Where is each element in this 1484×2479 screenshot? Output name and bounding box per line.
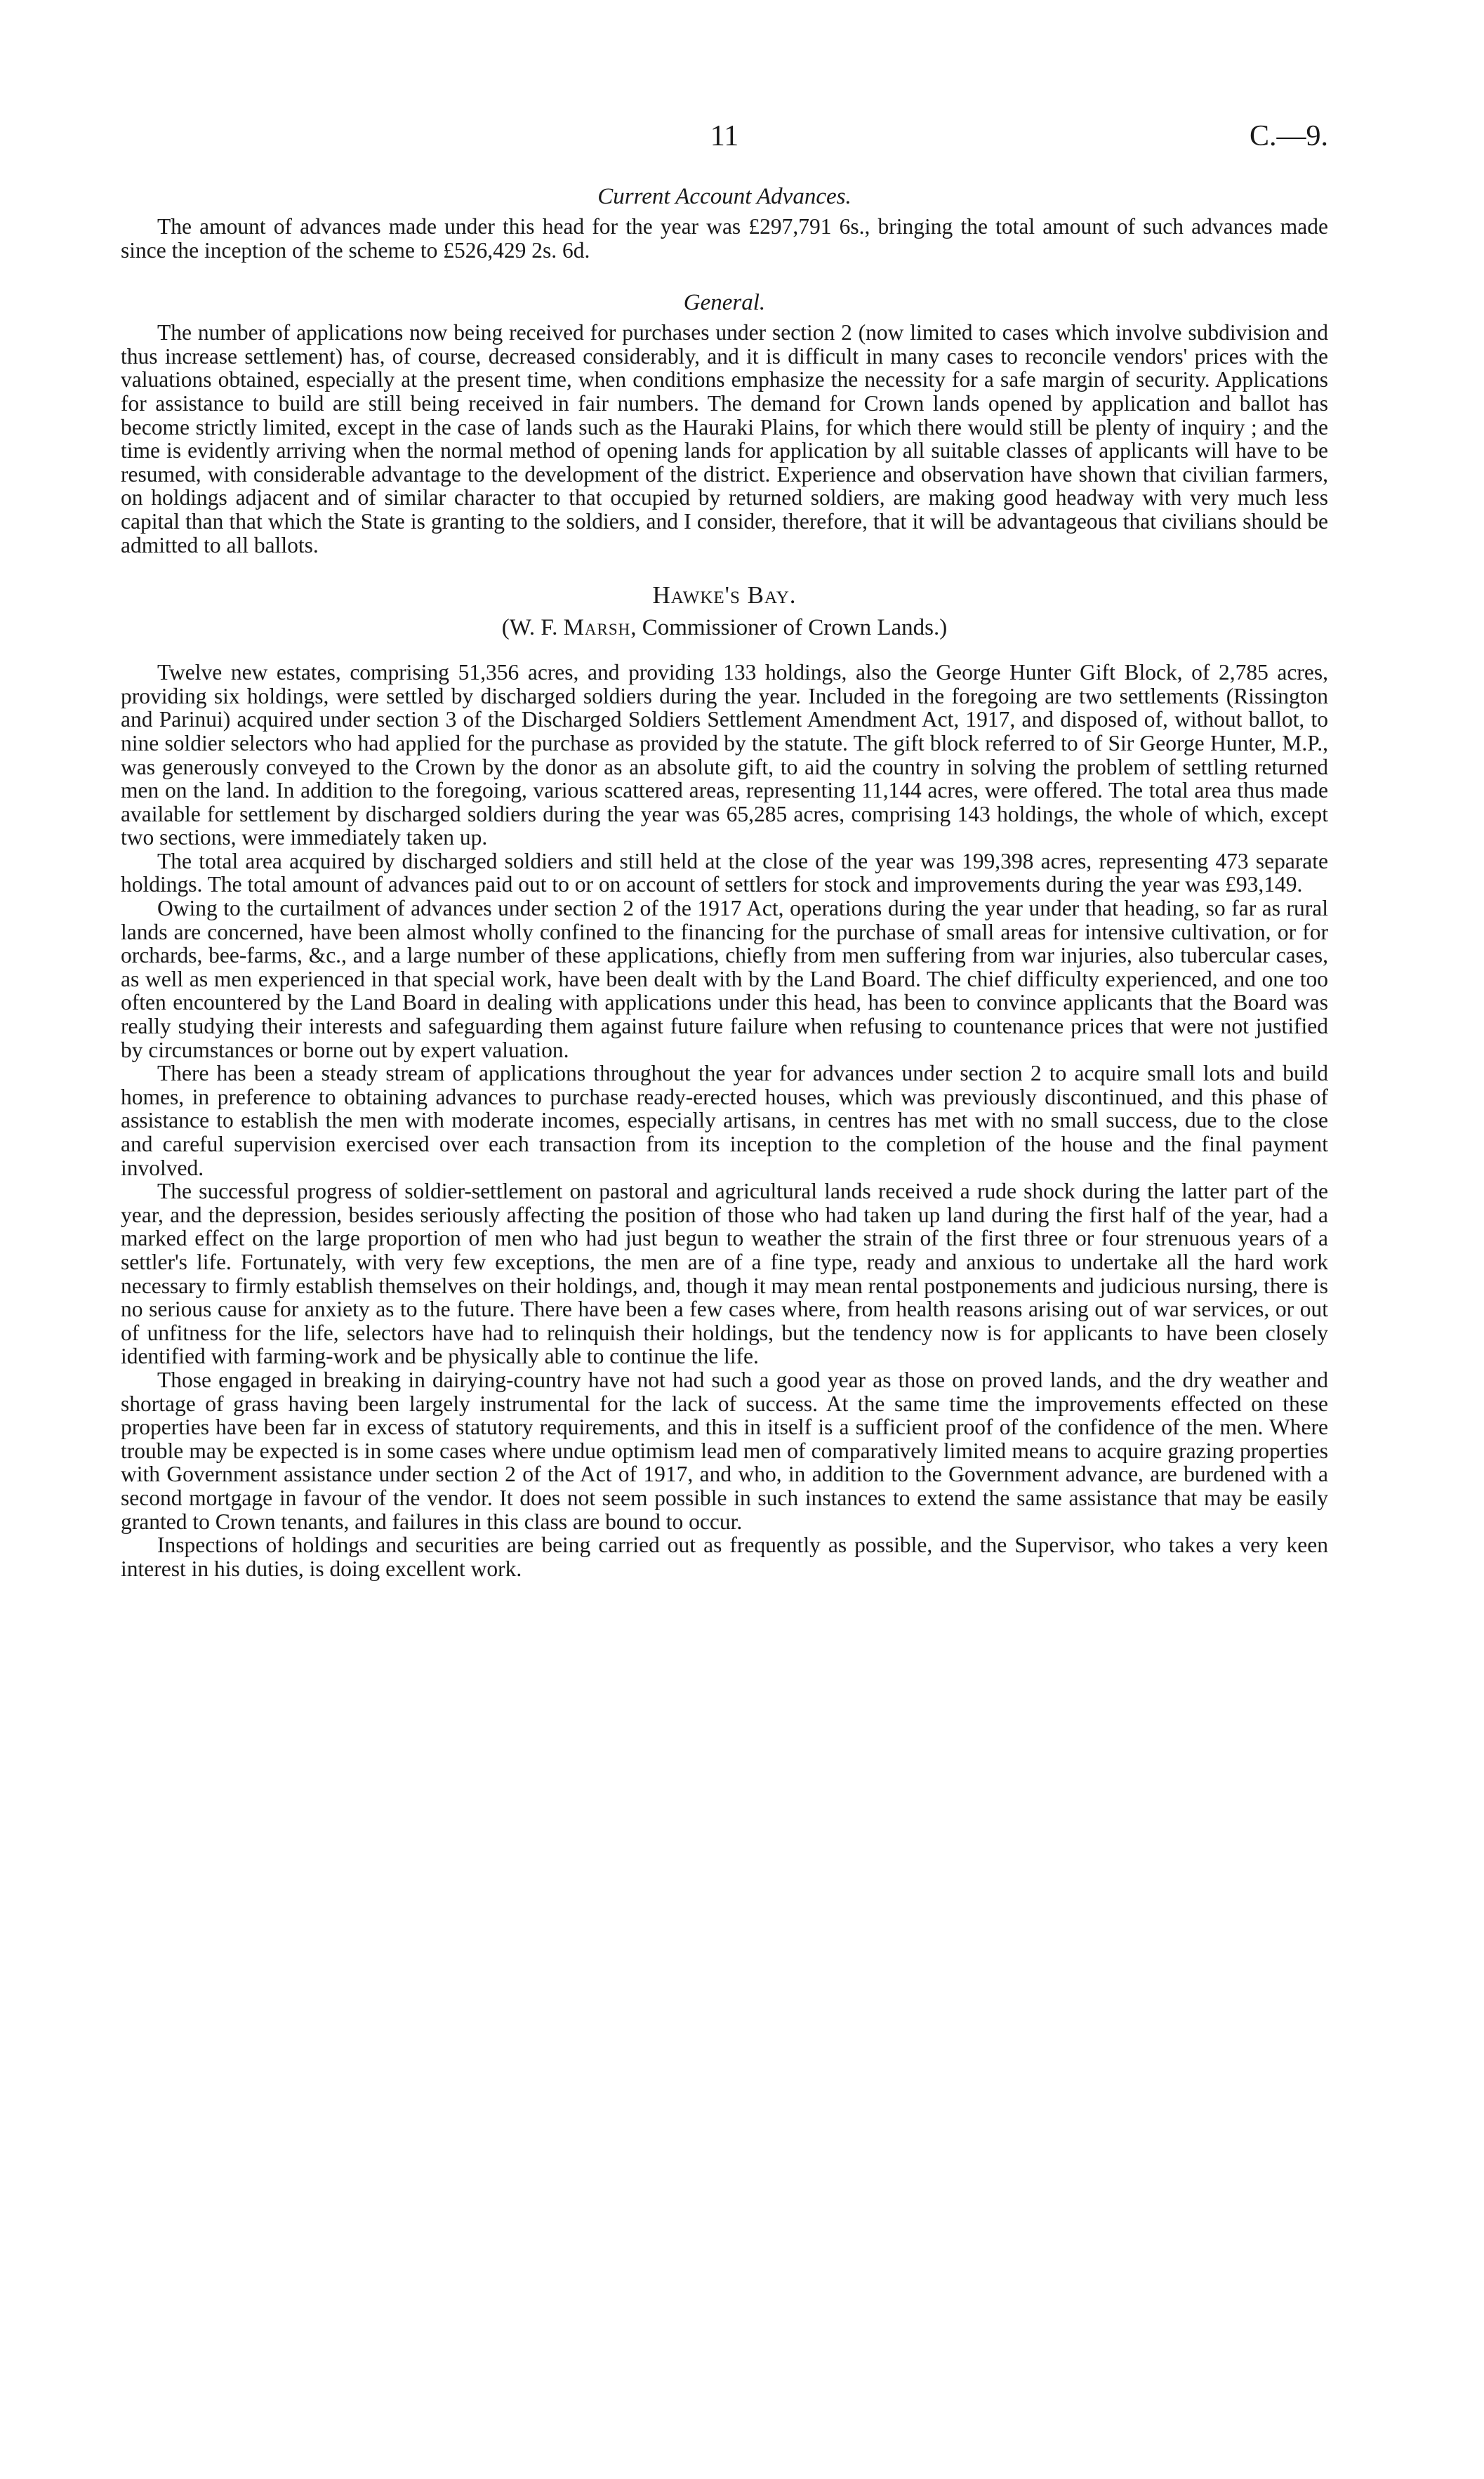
document-page xyxy=(121,119,1328,1580)
section-heading: Hawke's Bay. xyxy=(652,581,797,609)
paragraph: The number of applications now being received for purchases under section 2 (now limited to cases which involve subdivision and thus increase settlement) has, of course, decreased considerably, and it is difficult in many cases to reconcile vendors' prices with the valuations obtained, especially at the present time, when conditions emphasize the necessity for a safe margin of security. Applications for assistance to build are still being received in fair numbers. The demand for Crown lands opened by application and ballot has become strictly limited, except in the case of lands such as the Hauraki Plains, for which there would still be plenty of inquiry ; and the time is evidently arriving when the normal method of opening lands for application by all suitable classes of applicants will have to be resumed, with considerable advantage to the development of the district. Experience and observation have shown that civilian farmers, on holdings adjacent and of similar character to that occupied by returned soldiers, are making good headway with very much less capital than that which the State is granting to the soldiers, and I consider, therefore, that it will be advantageous that civilians should be admitted to all ballots. xyxy=(121,320,1328,557)
section-current-account-advances xyxy=(121,183,1328,262)
paragraph: The amount of advances made under this head for the year was £297,791 6s., bringing the total amount of such advances made since the inception of the scheme to £526,429 2s. 6d. xyxy=(121,214,1328,263)
paragraph: Those engaged in breaking in dairying-country have not had such a good year as those on proved lands, and the dry weather and shortage of grass having been largely instrumental for the lack of success. At the same time the improvements effected on these properties have been far in excess of statutory requirements, and this in itself is a sufficient proof of the confidence of the men. Where trouble may be expected is in some cases where undue optimism lead men of comparatively limited means to acquire grazing properties with Government assistance under section 2 of the Act of 1917, and who, in addition to the Government advance, are burdened with a second mortgage in favour of the vendor. It does not seem possible in such instances to extend the same assistance that may be easily granted to Crown tenants, and failures in this class are bound to occur. xyxy=(121,1367,1328,1534)
byline-suffix: , Commissioner of Crown Lands.) xyxy=(630,615,948,641)
paragraph: Owing to the curtailment of advances under section 2 of the 1917 Act, operations during the year under that heading, so far as rural lands are concerned, have been almost wholly confined to the financing for the purchase of small areas for intensive cultivation, or for orchards, bee-farms, &c., and a large number of these applications, chiefly from men suffering from war injuries, also tubercular cases, as well as men experienced in that special work, have been dealt with by the Land Board. The chief difficulty experienced, and one too often encountered by the Land Board in dealing with applications under this head, has been to convince applicants that the Board was really studying their interests and safeguarding them against future failure when refusing to countenance prices that were not justified by circumstances or borne out by expert valuation. xyxy=(121,896,1328,1062)
paragraph: Twelve new estates, comprising 51,356 acres, and providing 133 holdings, also the George Hunter Gift Block, of 2,785 acres, providing six holdings, were settled by discharged soldiers during the year. Included in the foregoing are two settlements (Rissington and Parinui) acquired under section 3 of the Discharged Soldiers Settlement Amendment Act, 1917, and disposed of, without ballot, to nine soldier selectors who had applied for the purchase as provided by the statute. The gift block referred to of Sir George Hunter, M.P., was generously conveyed to the Crown by the donor as an absolute gift, to aid the country in solving the problem of settling returned men on the land. In addition to the foregoing, various scattered areas, representing 11,144 acres, were offered. The total area thus made available for settlement by discharged soldiers during the year was 65,285 acres, comprising 143 holdings, the whole of which, except two sections, were immediately taken up. xyxy=(121,660,1328,850)
section-general xyxy=(121,289,1328,557)
paragraph: There has been a steady stream of applications throughout the year for advances under section 2 to acquire small lots and build homes, in preference to obtaining advances to purchase ready-erected houses, which was previously discontinued, and this phase of assistance to establish the men with moderate incomes, especially artisans, in centres has met with no small success, due to the close and careful supervision exercised over each transaction from its inception to the completion of the house and the final payment involved. xyxy=(121,1061,1328,1180)
document-reference: C.—9. xyxy=(1249,120,1328,152)
page-number: 11 xyxy=(710,120,739,152)
paragraph: The successful progress of soldier-settlement on pastoral and agricultural lands received a rude shock during the latter part of the year, and the depression, besides seriously affecting the position of those who had taken up land during the first half of the year, had a marked effect on the large proportion of men who had just begun to weather the strain of the first three or four strenuous years of a settler's life. Fortunately, with very few exceptions, the men are of a fine type, ready and anxious to undertake all the hard work necessary to firmly establish themselves on their holdings, and, though it may mean rental postponements and judicious nursing, there is no serious cause for anxiety as to the future. There have been a few cases where, from health reasons arising out of war services, or out of unfitness for the life, selectors have had to relinquish their holdings, but the tendency now is for applicants to have been closely identified with farming-work and be physically able to continue the life. xyxy=(121,1179,1328,1369)
section-hawkes-bay xyxy=(121,581,1328,1580)
page-header xyxy=(121,119,1328,168)
commissioner-name: Marsh xyxy=(563,615,631,641)
section-heading: General. xyxy=(683,290,766,316)
paragraph: The total area acquired by discharged soldiers and still held at the close of the year was 199,398 acres, representing 473 separate holdings. The total amount of advances paid out to or on account of settlers for stock and improvements during the year was £93,149. xyxy=(121,848,1328,897)
section-heading: Current Account Advances. xyxy=(597,184,852,209)
commissioner-byline xyxy=(121,613,1328,642)
byline-prefix: (W. F. xyxy=(501,615,564,641)
paragraph: Inspections of holdings and securities are being carried out as frequently as possible, and the Supervisor, who takes a very keen interest in his duties, is doing excellent work. xyxy=(121,1533,1328,1581)
